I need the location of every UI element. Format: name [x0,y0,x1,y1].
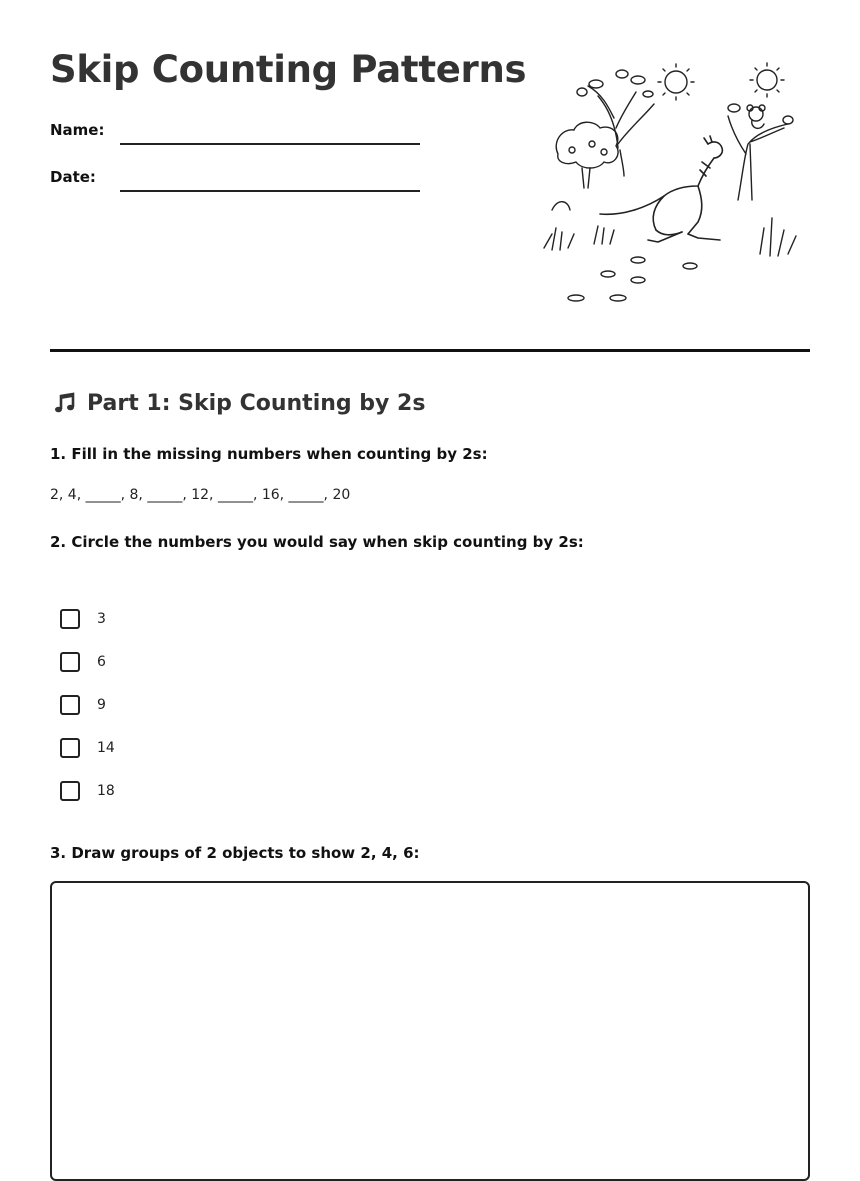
question-2-options [60,597,115,812]
option-item[interactable] [60,726,115,769]
question-3-prompt: 3. Draw groups of 2 objects to show 2, 4, 6: [50,844,420,862]
date-label: Date: [50,168,96,186]
question-1-prompt: 1. Fill in the missing numbers when counting by 2s: [50,445,488,463]
sun-icon [750,63,784,97]
option-label: 18 [97,782,115,799]
koala-icon [747,105,765,128]
bush-icon [556,122,618,188]
tree-icon [728,104,793,200]
worksheet-title: Skip Counting Patterns [50,48,527,91]
question-1-sequence: 2, 4, _____, 8, _____, 12, _____, 16, _____, 20 [50,487,351,503]
option-checkbox[interactable] [60,609,80,629]
option-item[interactable] [60,683,115,726]
date-field[interactable] [120,190,420,192]
option-label: 3 [97,610,106,627]
kangaroo-bush-scene-icon [538,58,800,312]
grass-icon [544,202,796,256]
option-checkbox[interactable] [60,695,80,715]
option-checkbox[interactable] [60,652,80,672]
drawing-area[interactable] [50,881,810,1181]
option-label: 9 [97,696,106,713]
music-note-icon [50,388,80,418]
option-checkbox[interactable] [60,781,80,801]
question-2-prompt: 2. Circle the numbers you would say when skip counting by 2s: [50,533,584,551]
part1-heading-text: Part 1: Skip Counting by 2s [87,390,426,416]
sun-icon [658,64,694,100]
name-label: Name: [50,121,105,139]
option-label: 14 [97,739,115,756]
option-item[interactable] [60,640,115,683]
option-item[interactable] [60,769,115,812]
name-field[interactable] [120,143,420,145]
part1-heading [50,388,425,418]
section-divider [50,349,810,352]
option-checkbox[interactable] [60,738,80,758]
option-item[interactable] [60,597,115,640]
footprints-icon [568,257,697,301]
option-label: 6 [97,653,106,670]
